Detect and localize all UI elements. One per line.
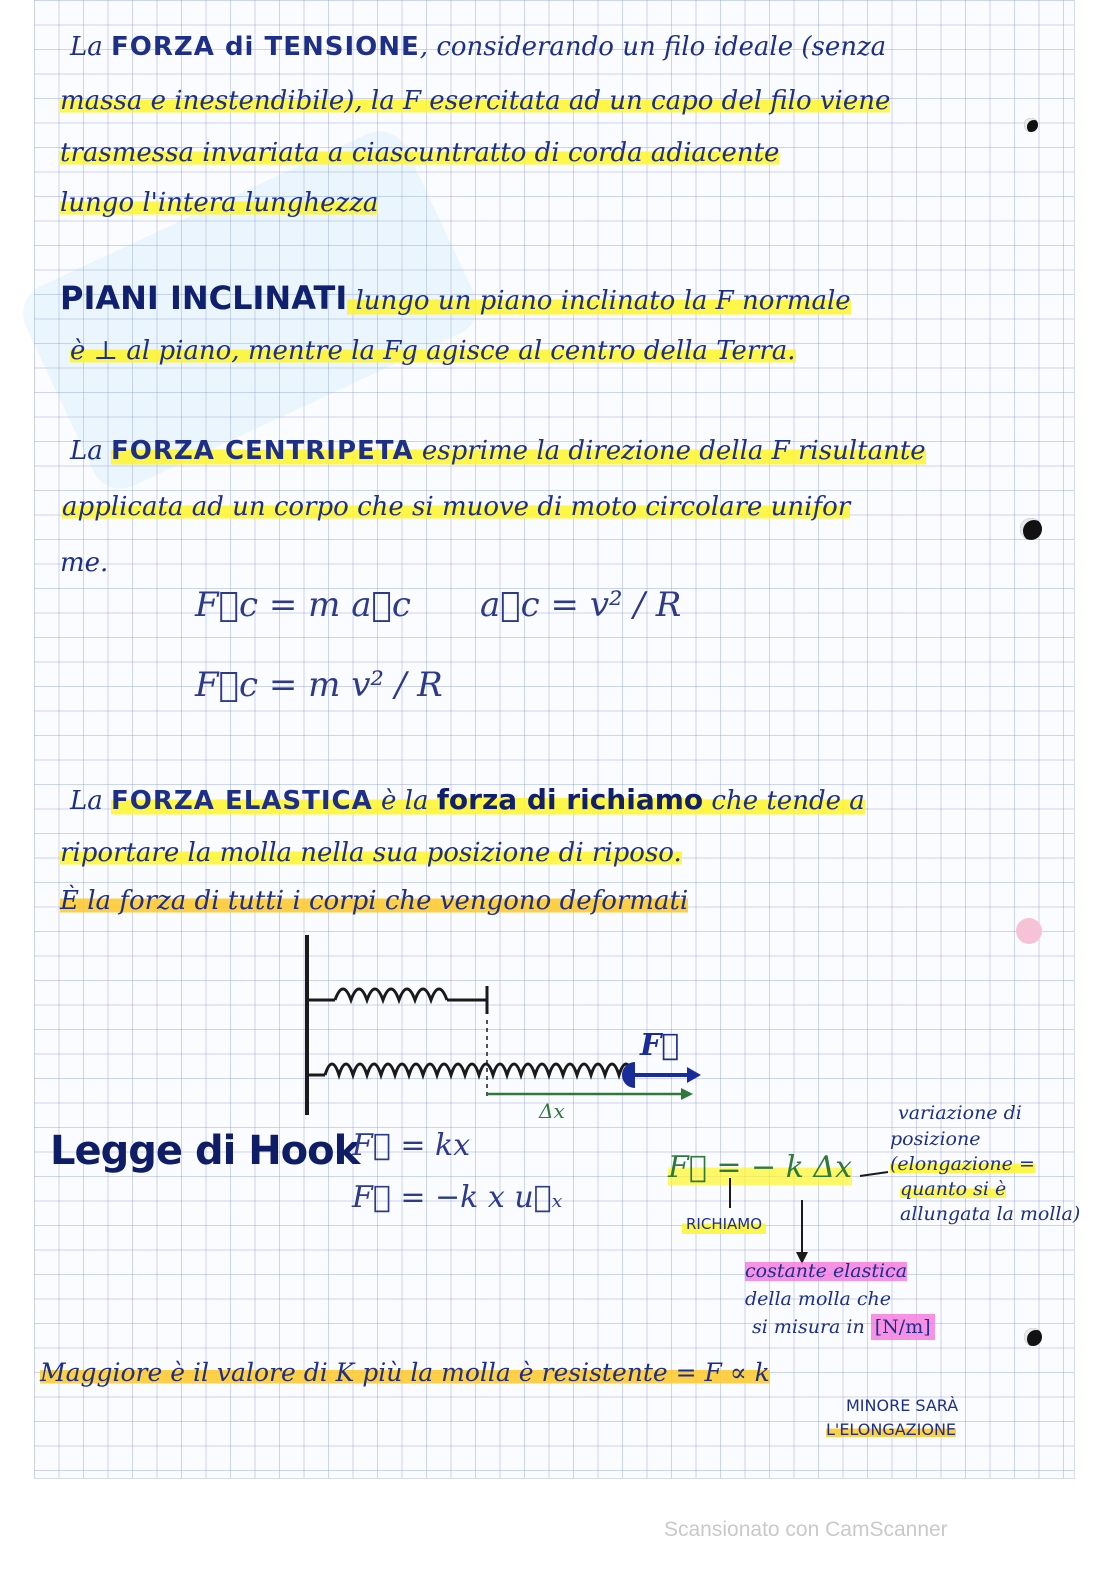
text: F⃗ = − k Δx	[668, 1150, 852, 1185]
text: esprime la direzione della F risultante	[413, 436, 926, 466]
hook-formula-1: F⃗ = kx	[352, 1128, 471, 1163]
text: lungo un piano inclinato la F normale	[347, 286, 851, 316]
hook-law-title: Legge di Hook	[50, 1128, 360, 1174]
elastic-line-1	[70, 783, 865, 816]
unit-n-per-m: [N/m]	[871, 1314, 935, 1340]
formula-ac: a⃗c = v² / R	[480, 585, 682, 625]
tension-line-3: trasmessa invariata a ciascuntratto di corda adiacente	[60, 138, 780, 168]
note-variazione-2: posizione	[890, 1128, 981, 1150]
conclusion-elongazione: L'ELONGAZIONE	[826, 1420, 957, 1439]
tension-line-2: massa e inestendibile), la F esercitata ad un capo del filo viene	[60, 86, 891, 116]
centripetal-line-3: me.	[60, 548, 109, 578]
spring-rest	[335, 989, 447, 1000]
text: si misura in	[752, 1316, 865, 1338]
centripetal-line-2: applicata ad un corpo che si muove di moto circolare unifor	[62, 492, 851, 522]
tension-line-4: lungo l'intera lunghezza	[60, 188, 379, 218]
note-variazione-1: variazione di	[898, 1102, 1022, 1124]
hook-formula-2: F⃗ = −k x u⃗ₓ	[352, 1180, 563, 1215]
spring-stretched	[325, 1064, 633, 1075]
conclusion-line: Maggiore è il valore di K più la molla è resistente = F ∝ k	[40, 1358, 770, 1387]
text: , considerando un filo ideale (senza	[419, 32, 887, 62]
note-costante-2: della molla che	[745, 1288, 892, 1310]
term-forza-tensione: FORZA di TENSIONE	[111, 32, 420, 62]
spring-diagram	[295, 930, 715, 1120]
term-forza-elastica: FORZA ELASTICA	[111, 786, 373, 816]
force-label: F⃗	[640, 1028, 680, 1063]
note-costante-3	[752, 1318, 935, 1337]
note-costante-1: costante elastica	[745, 1260, 908, 1282]
formula-fc-ma: F⃗c = m a⃗c	[195, 585, 411, 625]
centripetal-line-1	[70, 438, 926, 464]
text: La	[70, 436, 112, 466]
binder-ring	[1024, 1328, 1042, 1346]
note-variazione-4: quanto si è	[900, 1178, 1007, 1200]
force-arrowhead	[687, 1067, 701, 1083]
formula-fc-mv2r: F⃗c = m v² / R	[195, 665, 443, 705]
text: La	[70, 786, 112, 816]
note-arrows	[720, 1168, 900, 1268]
arrow-variazione	[860, 1172, 888, 1176]
binder-ring	[1024, 118, 1038, 132]
text: che tende a	[703, 786, 865, 816]
text: La	[70, 32, 112, 62]
term-forza-richiamo: forza di richiamo	[436, 783, 704, 816]
dx-arrowhead	[681, 1088, 693, 1100]
conclusion-minore: MINORE SARÀ	[846, 1396, 959, 1415]
scanner-footer: Scansionato con CamScanner	[664, 1518, 948, 1541]
tension-line-1	[70, 34, 886, 60]
note-variazione-5: allungata la molla)	[900, 1203, 1081, 1225]
elastic-line-3: È la forza di tutti i corpi che vengono deformati	[60, 886, 689, 916]
elastic-line-2: riportare la molla nella sua posizione di riposo.	[60, 838, 682, 868]
binder-ring	[1020, 518, 1042, 540]
inclined-line-1	[60, 279, 851, 317]
binder-ring	[1016, 918, 1042, 944]
term-piani-inclinati: PIANI INCLINATI	[60, 279, 348, 317]
term-forza-centripeta: FORZA CENTRIPETA	[111, 436, 414, 466]
inclined-line-2: è ⊥ al piano, mentre la Fg agisce al centro della Terra.	[70, 336, 796, 366]
note-richiamo: RICHIAMO	[682, 1214, 766, 1235]
text: è la	[372, 786, 437, 816]
note-variazione-3: (elongazione =	[890, 1153, 1035, 1175]
dx-label: Δx	[539, 1099, 565, 1120]
